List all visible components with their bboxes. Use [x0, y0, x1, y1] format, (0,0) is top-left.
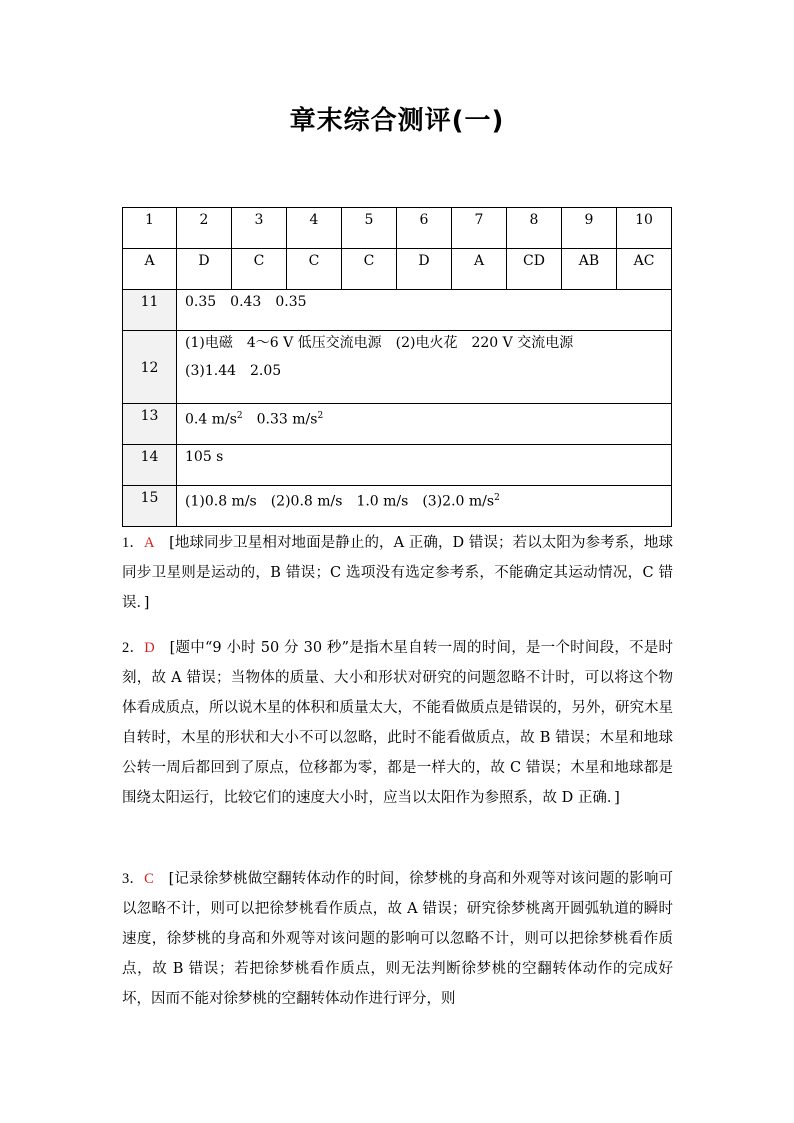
table-cell: A	[452, 249, 507, 290]
solution-answer: A	[143, 535, 155, 551]
solution-paragraph	[122, 864, 673, 1014]
answer-table	[122, 207, 672, 527]
table-cell: 7	[452, 208, 507, 249]
solution-paragraph	[122, 633, 673, 813]
question-number: 15	[123, 486, 177, 527]
solution-number: 3．	[122, 871, 145, 887]
solution-text: [地球同步卫星相对地面是静止的，A 正确，D 错误；若以太阳为参考系，地球同步卫星则是运动的，B 错误；C 选项没有选定参考系，不能确定其运动情况，C 错误．]	[122, 535, 673, 611]
table-cell: 3	[232, 208, 287, 249]
solution-answer: D	[144, 640, 155, 656]
table-cell: 1	[123, 208, 177, 249]
table-row	[123, 331, 672, 404]
question-number: 13	[123, 404, 177, 445]
exponent: 2	[317, 411, 324, 421]
answer-line-1: (1)电磁 4～6 V 低压交流电源 (2)电火花 220 V 交流电源	[185, 335, 574, 351]
table-cell: 9	[562, 208, 617, 249]
solution-number: 1．	[122, 535, 144, 551]
solution-paragraph	[122, 528, 673, 618]
question-number: 12	[123, 331, 177, 404]
table-cell: CD	[507, 249, 562, 290]
answer-text: 105 s	[177, 445, 672, 486]
table-row	[123, 404, 672, 445]
answer-part: 0.33 m/s	[242, 411, 318, 428]
answer-text	[177, 331, 672, 404]
table-cell: AC	[617, 249, 672, 290]
page-title: 章末综合测评(一)	[289, 106, 505, 136]
exponent: 2	[236, 411, 243, 421]
table-cell: C	[342, 249, 397, 290]
solution-text: [记录徐梦桃做空翻转体动作的时间，徐梦桃的身高和外观等对该问题的影响可以忽略不计，则可以把徐梦桃看作质点，故 A 错误；研究徐梦桃离开圆弧轨道的瞬时速度，徐梦桃的身高和外观等对该问题的影响可以忽略不计，则可以把徐梦桃看作质点，故 B 错误；若把徐梦桃看作质点，则无法判断徐梦桃的空翻转体动作的完成好坏，因而不能对徐梦桃的空翻转体动作进行评分，则	[122, 871, 674, 1007]
table-cell: 8	[507, 208, 562, 249]
answer-text	[177, 486, 672, 527]
solution-answer: C	[144, 871, 154, 887]
table-answers-row	[123, 249, 672, 290]
table-row	[123, 486, 672, 527]
table-cell: 6	[397, 208, 452, 249]
table-header-row	[123, 208, 672, 249]
question-number: 11	[123, 290, 177, 331]
table-cell: A	[123, 249, 177, 290]
table-row	[123, 445, 672, 486]
answer-part: 0.4 m/s	[185, 411, 237, 428]
solution-text: [题中“9 小时 50 分 30 秒”是指木星自转一周的时间，是一个时间段，不是时刻，故 A 错误；当物体的质量、大小和形状对研究的问题忽略不计时，可以将这个物体看成质点，所以说木星的体积和质量太大，不能看做质点是错误的，另外，研究木星自转时，木星的形状和大小不可以忽略，此时不能看做质点，故 B 错误；木星和地球公转一周后都回到了原点，位移都为零，都是一样大的，故 C 错误；木星和地球都是围绕太阳运行，比较它们的速度大小时，应当以太阳作为参照系，故 D 正确．]	[122, 640, 673, 806]
table-row	[123, 290, 672, 331]
answer-line-2: (3)1.44 2.05	[185, 363, 282, 379]
table-cell: C	[287, 249, 342, 290]
answer-text	[177, 404, 672, 445]
table-cell: AB	[562, 249, 617, 290]
table-cell: C	[232, 249, 287, 290]
solution-number: 2．	[122, 640, 145, 656]
answer-part: (1)0.8 m/s (2)0.8 m/s 1.0 m/s (3)2.0 m/s	[185, 493, 495, 510]
table-cell: 2	[177, 208, 232, 249]
table-cell: 5	[342, 208, 397, 249]
exponent: 2	[494, 493, 500, 503]
answer-text: 0.35 0.43 0.35	[177, 290, 672, 331]
table-cell: 10	[617, 208, 672, 249]
table-cell: D	[177, 249, 232, 290]
table-cell: 4	[287, 208, 342, 249]
table-cell: D	[397, 249, 452, 290]
question-number: 14	[123, 445, 177, 486]
